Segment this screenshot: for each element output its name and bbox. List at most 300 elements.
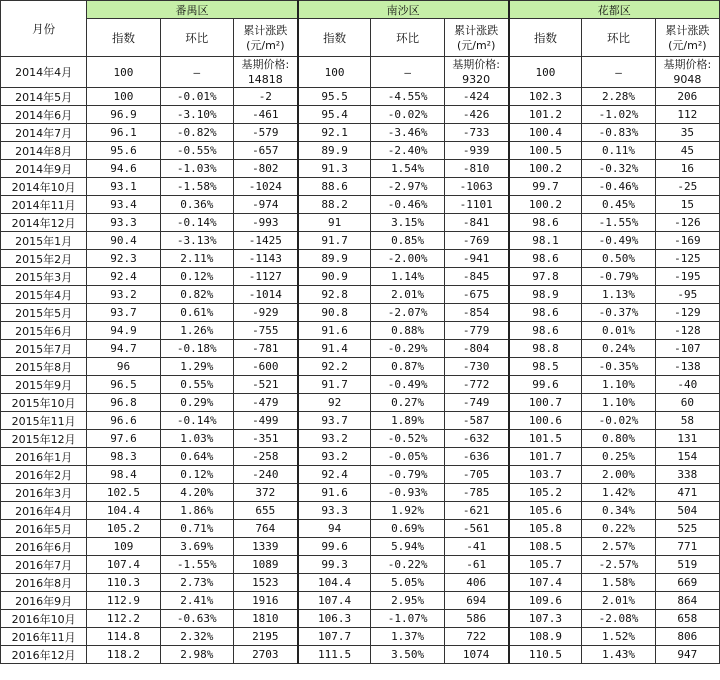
index-cell: 92	[298, 394, 371, 412]
cumulative-cell: -804	[444, 340, 508, 358]
mom-cell: -2.08%	[582, 610, 655, 628]
index-cell: 112.2	[87, 610, 160, 628]
mom-cell: 3.50%	[371, 646, 444, 664]
mom-cell: -2.07%	[371, 304, 444, 322]
mom-cell: 5.05%	[371, 574, 444, 592]
cumulative-cell: 45	[655, 142, 719, 160]
index-cell: 112.9	[87, 592, 160, 610]
base-price-label: 基期价格:	[452, 58, 501, 71]
mom-cell: 2.41%	[160, 592, 233, 610]
index-cell: 91.4	[298, 340, 371, 358]
index-cell: 100	[509, 57, 582, 88]
index-cell: 104.4	[298, 574, 371, 592]
cumulative-cell: -1127	[233, 268, 297, 286]
cumulative-cell: -802	[233, 160, 297, 178]
index-cell: 98.3	[87, 448, 160, 466]
cumulative-cell: 722	[444, 628, 508, 646]
index-cell: 93.2	[298, 448, 371, 466]
month-cell: 2014年4月	[1, 57, 87, 88]
base-period-row	[1, 57, 720, 88]
index-cell: 95.5	[298, 88, 371, 106]
table-row	[1, 628, 720, 646]
cumulative-cell: 525	[655, 520, 719, 538]
cumulative-cell: -41	[444, 538, 508, 556]
group-header-huadu: 花都区	[509, 1, 720, 19]
mom-cell: -0.14%	[160, 412, 233, 430]
mom-cell: -0.14%	[160, 214, 233, 232]
table-row	[1, 358, 720, 376]
mom-cell: 1.13%	[582, 286, 655, 304]
cumulative-cell: -126	[655, 214, 719, 232]
month-cell: 2016年9月	[1, 592, 87, 610]
cumulative-cell: -499	[233, 412, 297, 430]
index-cell: 93.7	[87, 304, 160, 322]
index-cell: 105.2	[509, 484, 582, 502]
base-price-value: 9048	[673, 73, 702, 86]
index-cell: 98.6	[509, 214, 582, 232]
cumulative-cell: -195	[655, 268, 719, 286]
month-cell: 2014年5月	[1, 88, 87, 106]
index-cell: 109	[87, 538, 160, 556]
index-cell: 90.9	[298, 268, 371, 286]
index-cell: 92.1	[298, 124, 371, 142]
month-cell: 2015年7月	[1, 340, 87, 358]
month-cell: 2016年10月	[1, 610, 87, 628]
month-cell: 2016年7月	[1, 556, 87, 574]
cumulative-cell: -705	[444, 466, 508, 484]
base-price-value: 14818	[247, 73, 283, 86]
mom-cell: 0.27%	[371, 394, 444, 412]
index-cell: 91.7	[298, 376, 371, 394]
index-cell: 96.1	[87, 124, 160, 142]
col-header-index: 指数	[87, 19, 160, 57]
index-cell: 101.2	[509, 106, 582, 124]
table-row	[1, 232, 720, 250]
mom-cell: 0.22%	[582, 520, 655, 538]
cumulative-cell: 864	[655, 592, 719, 610]
index-cell: 95.4	[298, 106, 371, 124]
index-cell: 90.8	[298, 304, 371, 322]
mom-cell: 2.01%	[582, 592, 655, 610]
month-header: 月份	[1, 1, 87, 57]
index-cell: 105.7	[509, 556, 582, 574]
cumulative-cell: 35	[655, 124, 719, 142]
mom-cell: 2.01%	[371, 286, 444, 304]
group-header-nansha: 南沙区	[298, 1, 509, 19]
mom-cell: -2.40%	[371, 142, 444, 160]
cumulative-cell: 2195	[233, 628, 297, 646]
cumulative-cell: 338	[655, 466, 719, 484]
month-cell: 2015年11月	[1, 412, 87, 430]
mom-cell: -0.93%	[371, 484, 444, 502]
mom-cell: 0.87%	[371, 358, 444, 376]
month-cell: 2016年8月	[1, 574, 87, 592]
cumulative-cell: 1339	[233, 538, 297, 556]
index-cell: 98.8	[509, 340, 582, 358]
cumulative-cell: -1063	[444, 178, 508, 196]
cumulative-cell: 806	[655, 628, 719, 646]
mom-cell: 1.58%	[582, 574, 655, 592]
index-cell: 100.6	[509, 412, 582, 430]
mom-cell: 4.20%	[160, 484, 233, 502]
cumulative-cell: -675	[444, 286, 508, 304]
table-row	[1, 574, 720, 592]
month-cell: 2015年9月	[1, 376, 87, 394]
cumulative-cell: -974	[233, 196, 297, 214]
index-cell: 92.4	[298, 466, 371, 484]
mom-cell: —	[582, 57, 655, 88]
cumulative-cell: -479	[233, 394, 297, 412]
cumulative-cell: -40	[655, 376, 719, 394]
table-row	[1, 106, 720, 124]
mom-cell: -0.83%	[582, 124, 655, 142]
index-cell: 98.6	[509, 250, 582, 268]
mom-cell: 0.61%	[160, 304, 233, 322]
col-header-cumulative	[233, 19, 297, 57]
mom-cell: 0.45%	[582, 196, 655, 214]
mom-cell: 0.25%	[582, 448, 655, 466]
header-row-groups	[1, 1, 720, 19]
table-row	[1, 376, 720, 394]
month-cell: 2014年10月	[1, 178, 87, 196]
index-cell: 100	[298, 57, 371, 88]
table-row	[1, 340, 720, 358]
index-cell: 92.4	[87, 268, 160, 286]
cumulative-cell: -426	[444, 106, 508, 124]
month-cell: 2014年9月	[1, 160, 87, 178]
mom-cell: 2.57%	[582, 538, 655, 556]
mom-cell: 0.69%	[371, 520, 444, 538]
cumulative-cell: 471	[655, 484, 719, 502]
cumulative-cell: -129	[655, 304, 719, 322]
month-cell: 2014年11月	[1, 196, 87, 214]
cumulative-cell: -61	[444, 556, 508, 574]
index-cell: 99.3	[298, 556, 371, 574]
index-cell: 91.6	[298, 322, 371, 340]
mom-cell: —	[371, 57, 444, 88]
index-cell: 104.4	[87, 502, 160, 520]
col-header-cumulative	[444, 19, 508, 57]
cum-label-line1: 累计涨跌	[243, 23, 288, 37]
index-cell: 100.5	[509, 142, 582, 160]
index-cell: 93.1	[87, 178, 160, 196]
index-cell: 110.3	[87, 574, 160, 592]
cum-label-line2: (元/m²)	[456, 38, 496, 52]
table-row	[1, 646, 720, 664]
mom-cell: -1.02%	[582, 106, 655, 124]
mom-cell: 3.69%	[160, 538, 233, 556]
col-header-cumulative	[655, 19, 719, 57]
index-cell: 93.3	[87, 214, 160, 232]
mom-cell: -1.03%	[160, 160, 233, 178]
cumulative-cell: -1143	[233, 250, 297, 268]
cumulative-cell: 504	[655, 502, 719, 520]
cum-label-line1: 累计涨跌	[454, 23, 499, 37]
cumulative-cell: -779	[444, 322, 508, 340]
table-row	[1, 304, 720, 322]
index-cell: 90.4	[87, 232, 160, 250]
table-row	[1, 322, 720, 340]
mom-cell: 1.26%	[160, 322, 233, 340]
col-header-mom: 环比	[582, 19, 655, 57]
cumulative-cell: -929	[233, 304, 297, 322]
base-price-cell	[655, 57, 719, 88]
index-cell: 108.5	[509, 538, 582, 556]
cumulative-cell: -845	[444, 268, 508, 286]
index-cell: 89.9	[298, 250, 371, 268]
index-cell: 99.7	[509, 178, 582, 196]
mom-cell: -0.02%	[371, 106, 444, 124]
mom-cell: -3.13%	[160, 232, 233, 250]
cumulative-cell: 15	[655, 196, 719, 214]
mom-cell: 0.88%	[371, 322, 444, 340]
mom-cell: 1.03%	[160, 430, 233, 448]
index-cell: 98.6	[509, 304, 582, 322]
mom-cell: 5.94%	[371, 538, 444, 556]
mom-cell: -4.55%	[371, 88, 444, 106]
month-cell: 2015年5月	[1, 304, 87, 322]
mom-cell: 0.29%	[160, 394, 233, 412]
month-cell: 2016年2月	[1, 466, 87, 484]
month-cell: 2015年10月	[1, 394, 87, 412]
mom-cell: 0.82%	[160, 286, 233, 304]
mom-cell: -0.63%	[160, 610, 233, 628]
cum-label-line2: (元/m²)	[246, 38, 285, 52]
cumulative-cell: 1523	[233, 574, 297, 592]
mom-cell: 2.32%	[160, 628, 233, 646]
index-cell: 100.2	[509, 196, 582, 214]
mom-cell: 1.86%	[160, 502, 233, 520]
cumulative-cell: 658	[655, 610, 719, 628]
cumulative-cell: -587	[444, 412, 508, 430]
month-cell: 2015年12月	[1, 430, 87, 448]
month-cell: 2016年3月	[1, 484, 87, 502]
index-cell: 92.2	[298, 358, 371, 376]
table-row	[1, 520, 720, 538]
index-cell: 98.4	[87, 466, 160, 484]
mom-cell: 1.10%	[582, 394, 655, 412]
cumulative-cell: -781	[233, 340, 297, 358]
index-cell: 96.6	[87, 412, 160, 430]
index-cell: 98.9	[509, 286, 582, 304]
index-cell: 108.9	[509, 628, 582, 646]
cumulative-cell: -1425	[233, 232, 297, 250]
table-row	[1, 88, 720, 106]
index-cell: 93.2	[298, 430, 371, 448]
mom-cell: -0.52%	[371, 430, 444, 448]
index-cell: 102.5	[87, 484, 160, 502]
cumulative-cell: 947	[655, 646, 719, 664]
index-cell: 91.7	[298, 232, 371, 250]
table-row	[1, 286, 720, 304]
cumulative-cell: -993	[233, 214, 297, 232]
mom-cell: 1.10%	[582, 376, 655, 394]
mom-cell: -1.58%	[160, 178, 233, 196]
index-cell: 92.3	[87, 250, 160, 268]
cumulative-cell: -138	[655, 358, 719, 376]
mom-cell: -0.18%	[160, 340, 233, 358]
index-cell: 103.7	[509, 466, 582, 484]
index-cell: 107.4	[298, 592, 371, 610]
mom-cell: 2.73%	[160, 574, 233, 592]
mom-cell: 0.12%	[160, 268, 233, 286]
cumulative-cell: 1074	[444, 646, 508, 664]
cumulative-cell: 1089	[233, 556, 297, 574]
month-cell: 2015年3月	[1, 268, 87, 286]
table-row	[1, 466, 720, 484]
index-cell: 98.5	[509, 358, 582, 376]
table-row	[1, 556, 720, 574]
index-cell: 102.3	[509, 88, 582, 106]
mom-cell: 2.98%	[160, 646, 233, 664]
table-row	[1, 394, 720, 412]
mom-cell: -3.10%	[160, 106, 233, 124]
cumulative-cell: -854	[444, 304, 508, 322]
cumulative-cell: -755	[233, 322, 297, 340]
cumulative-cell: -939	[444, 142, 508, 160]
index-cell: 107.4	[509, 574, 582, 592]
month-cell: 2016年4月	[1, 502, 87, 520]
index-cell: 100	[87, 88, 160, 106]
mom-cell: -0.82%	[160, 124, 233, 142]
index-cell: 95.6	[87, 142, 160, 160]
mom-cell: 2.95%	[371, 592, 444, 610]
index-cell: 110.5	[509, 646, 582, 664]
index-cell: 118.2	[87, 646, 160, 664]
mom-cell: 2.00%	[582, 466, 655, 484]
mom-cell: 2.11%	[160, 250, 233, 268]
mom-cell: -2.00%	[371, 250, 444, 268]
cum-label-line1: 累计涨跌	[665, 23, 710, 37]
col-header-mom: 环比	[371, 19, 444, 57]
mom-cell: 0.11%	[582, 142, 655, 160]
cumulative-cell: -521	[233, 376, 297, 394]
mom-cell: 0.36%	[160, 196, 233, 214]
cumulative-cell: -1014	[233, 286, 297, 304]
cumulative-cell: 519	[655, 556, 719, 574]
cumulative-cell: -579	[233, 124, 297, 142]
table-row	[1, 448, 720, 466]
cumulative-cell: -733	[444, 124, 508, 142]
mom-cell: -0.49%	[371, 376, 444, 394]
base-price-value: 9320	[462, 73, 491, 86]
cumulative-cell: -841	[444, 214, 508, 232]
cumulative-cell: 60	[655, 394, 719, 412]
cumulative-cell: -351	[233, 430, 297, 448]
cumulative-cell: -1024	[233, 178, 297, 196]
mom-cell: -0.49%	[582, 232, 655, 250]
mom-cell: -0.29%	[371, 340, 444, 358]
index-cell: 93.3	[298, 502, 371, 520]
mom-cell: 0.50%	[582, 250, 655, 268]
group-header-panyu: 番禺区	[87, 1, 298, 19]
table-row	[1, 250, 720, 268]
index-cell: 97.8	[509, 268, 582, 286]
month-cell: 2015年4月	[1, 286, 87, 304]
month-cell: 2016年1月	[1, 448, 87, 466]
month-cell: 2015年1月	[1, 232, 87, 250]
mom-cell: -0.79%	[371, 466, 444, 484]
cumulative-cell: 154	[655, 448, 719, 466]
cumulative-cell: -785	[444, 484, 508, 502]
cumulative-cell: 669	[655, 574, 719, 592]
cumulative-cell: -169	[655, 232, 719, 250]
index-cell: 94	[298, 520, 371, 538]
mom-cell: 2.28%	[582, 88, 655, 106]
index-cell: 107.7	[298, 628, 371, 646]
mom-cell: -0.22%	[371, 556, 444, 574]
cumulative-cell: -772	[444, 376, 508, 394]
index-cell: 88.6	[298, 178, 371, 196]
index-cell: 101.7	[509, 448, 582, 466]
mom-cell: 0.24%	[582, 340, 655, 358]
mom-cell: 0.34%	[582, 502, 655, 520]
mom-cell: -0.02%	[582, 412, 655, 430]
mom-cell: -0.46%	[582, 178, 655, 196]
index-cell: 88.2	[298, 196, 371, 214]
index-cell: 100.2	[509, 160, 582, 178]
cumulative-cell: 206	[655, 88, 719, 106]
table-row	[1, 160, 720, 178]
cumulative-cell: -125	[655, 250, 719, 268]
mom-cell: -1.07%	[371, 610, 444, 628]
index-cell: 96.9	[87, 106, 160, 124]
mom-cell: 1.42%	[582, 484, 655, 502]
mom-cell: -0.35%	[582, 358, 655, 376]
cumulative-cell: 771	[655, 538, 719, 556]
mom-cell: -3.46%	[371, 124, 444, 142]
mom-cell: 1.29%	[160, 358, 233, 376]
index-cell: 107.4	[87, 556, 160, 574]
index-cell: 100.7	[509, 394, 582, 412]
cumulative-cell: 694	[444, 592, 508, 610]
table-row	[1, 502, 720, 520]
cumulative-cell: -810	[444, 160, 508, 178]
base-price-cell	[444, 57, 508, 88]
index-cell: 93.7	[298, 412, 371, 430]
index-cell: 96.8	[87, 394, 160, 412]
index-cell: 96	[87, 358, 160, 376]
table-row	[1, 412, 720, 430]
mom-cell: 1.89%	[371, 412, 444, 430]
mom-cell: -0.05%	[371, 448, 444, 466]
table-row	[1, 124, 720, 142]
cumulative-cell: -424	[444, 88, 508, 106]
index-cell: 101.5	[509, 430, 582, 448]
cumulative-cell: -107	[655, 340, 719, 358]
table-row	[1, 538, 720, 556]
index-cell: 89.9	[298, 142, 371, 160]
mom-cell: 0.71%	[160, 520, 233, 538]
month-cell: 2016年12月	[1, 646, 87, 664]
cumulative-cell: -1101	[444, 196, 508, 214]
index-cell: 107.3	[509, 610, 582, 628]
month-cell: 2014年12月	[1, 214, 87, 232]
mom-cell: -0.79%	[582, 268, 655, 286]
table-row	[1, 214, 720, 232]
month-cell: 2014年7月	[1, 124, 87, 142]
cumulative-cell: -636	[444, 448, 508, 466]
index-cell: 100.4	[509, 124, 582, 142]
cumulative-cell: -25	[655, 178, 719, 196]
cumulative-cell: -2	[233, 88, 297, 106]
cumulative-cell: 58	[655, 412, 719, 430]
col-header-index: 指数	[298, 19, 371, 57]
mom-cell: -0.46%	[371, 196, 444, 214]
mom-cell: 1.52%	[582, 628, 655, 646]
col-header-index: 指数	[509, 19, 582, 57]
index-cell: 109.6	[509, 592, 582, 610]
